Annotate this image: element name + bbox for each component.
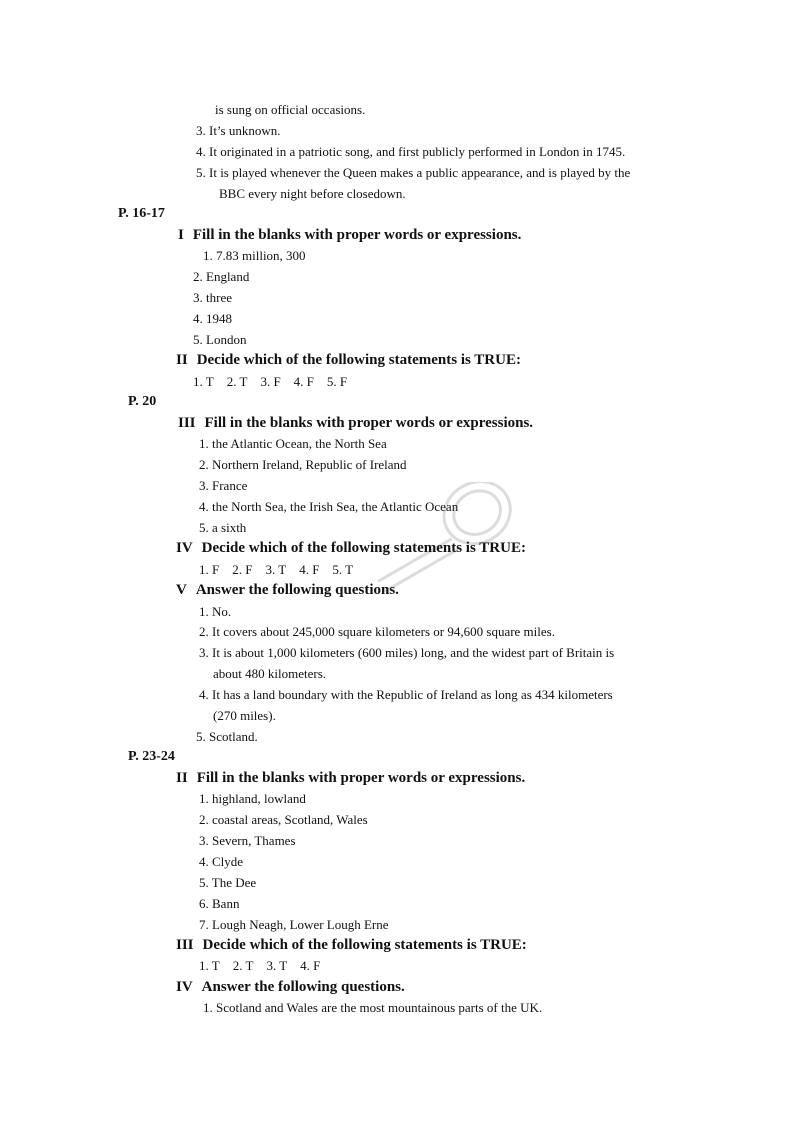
tf-answer: 2. F xyxy=(232,562,253,577)
section-number: I xyxy=(178,227,184,243)
answer-line: 4. 1948 xyxy=(193,311,232,326)
answer-line: (270 miles). xyxy=(213,708,276,723)
tf-answer: 5. F xyxy=(326,374,348,389)
section-heading xyxy=(176,539,526,557)
section-number: IV xyxy=(176,540,193,556)
answer-line: 1. 7.83 million, 300 xyxy=(203,248,306,263)
section-heading xyxy=(176,769,525,787)
tf-answer: 3. F xyxy=(260,374,281,389)
answer-line: about 480 kilometers. xyxy=(213,666,327,681)
answer-line: BBC every night before closedown. xyxy=(219,186,406,201)
page-reference: P. 20 xyxy=(128,394,157,409)
tf-answer: 4. F xyxy=(299,562,320,577)
answer-line: 2. England xyxy=(193,269,250,284)
section-number: II xyxy=(176,770,188,786)
answer-line: is sung on official occasions. xyxy=(215,102,366,117)
page-reference: P. 23-24 xyxy=(128,749,175,764)
true-false-answers xyxy=(199,562,366,578)
answer-line: 2. It covers about 245,000 square kilometers or 94,600 square miles. xyxy=(199,624,555,639)
answer-line: 2. coastal areas, Scotland, Wales xyxy=(199,812,368,827)
answer-line: 5. It is played whenever the Queen makes a public appearance, and is played by the xyxy=(196,165,631,180)
section-heading xyxy=(178,414,533,432)
page-reference: P. 16-17 xyxy=(118,206,165,221)
tf-answer: 4. F xyxy=(300,958,321,973)
answer-line: 1. the Atlantic Ocean, the North Sea xyxy=(199,436,387,451)
answer-line: 4. the North Sea, the Irish Sea, the Atlantic Ocean xyxy=(199,499,459,514)
answer-line: 4. It originated in a patriotic song, and first publicly performed in London in 1745. xyxy=(196,144,626,159)
answer-line: 5. The Dee xyxy=(199,875,257,890)
tf-answer: 2. T xyxy=(226,374,248,389)
tf-answer: 4. F xyxy=(293,374,314,389)
section-number: III xyxy=(176,937,194,953)
answer-line: 4. Clyde xyxy=(199,854,244,869)
answer-line: 3. It is about 1,000 kilometers (600 miles) long, and the widest part of Britain is xyxy=(199,645,615,660)
answer-line: 5. London xyxy=(193,332,247,347)
answer-line: 6. Bann xyxy=(199,896,240,911)
answer-line: 1. highland, lowland xyxy=(199,791,306,806)
section-heading xyxy=(176,936,527,954)
section-number: III xyxy=(178,415,196,431)
section-number: II xyxy=(176,352,188,368)
answer-line: 1. Scotland and Wales are the most mountainous parts of the UK. xyxy=(203,1000,543,1015)
section-title: Answer the following questions. xyxy=(201,979,405,995)
tf-answer: 3. T xyxy=(266,958,288,973)
tf-answer: 1. F xyxy=(199,562,220,577)
section-title: Decide which of the following statements is TRUE: xyxy=(201,540,526,556)
section-title: Decide which of the following statements is TRUE: xyxy=(196,352,521,368)
answer-line: 5. a sixth xyxy=(199,520,247,535)
section-title: Fill in the blanks with proper words or expressions. xyxy=(204,415,534,431)
tf-answer: 1. T xyxy=(193,374,214,389)
answer-line: 3. It’s unknown. xyxy=(196,123,281,138)
answer-line: 1. No. xyxy=(199,604,232,619)
true-false-answers xyxy=(193,374,360,390)
section-title: Answer the following questions. xyxy=(195,582,399,598)
section-heading xyxy=(176,978,405,996)
answer-line: 3. Severn, Thames xyxy=(199,833,296,848)
answer-line: 4. It has a land boundary with the Republic of Ireland as long as 434 kilometers xyxy=(199,687,613,702)
tf-answer: 5. T xyxy=(332,562,354,577)
answer-line: 2. Northern Ireland, Republic of Ireland xyxy=(199,457,407,472)
section-number: V xyxy=(176,582,187,598)
section-heading xyxy=(178,226,521,244)
answer-line: 7. Lough Neagh, Lower Lough Erne xyxy=(199,917,389,932)
section-number: IV xyxy=(176,979,193,995)
tf-answer: 2. T xyxy=(232,958,254,973)
answer-line: 5. Scotland. xyxy=(196,729,258,744)
section-title: Fill in the blanks with proper words or expressions. xyxy=(192,227,522,243)
answer-line: 3. France xyxy=(199,478,248,493)
tf-answer: 1. T xyxy=(199,958,220,973)
tf-answer: 3. T xyxy=(265,562,287,577)
section-title: Decide which of the following statements is TRUE: xyxy=(202,937,527,953)
section-heading xyxy=(176,581,399,599)
answer-line: 3. three xyxy=(193,290,232,305)
section-title: Fill in the blanks with proper words or expressions. xyxy=(196,770,526,786)
true-false-answers xyxy=(199,958,333,974)
section-heading xyxy=(176,351,521,369)
